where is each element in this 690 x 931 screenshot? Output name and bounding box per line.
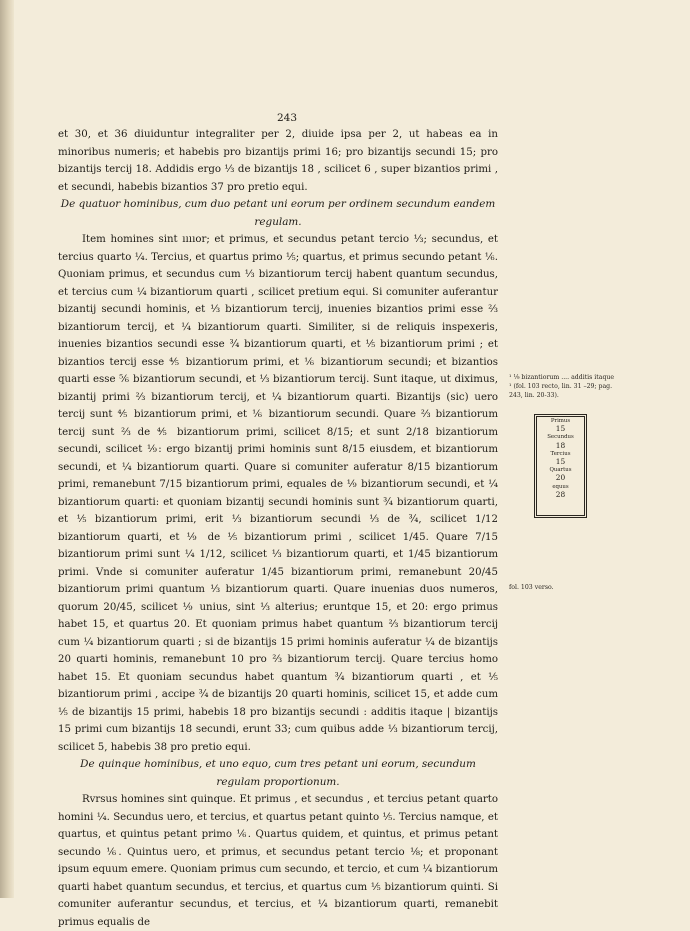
result-table (534, 414, 587, 518)
paragraph-five-men: Rvrsus homines sint quinque. Et primus , et secundus , et tercius petant quarto homini ¼. Secundus uero, et tercius, et quartus petant quinto ⅕. Tercius namque, et quartus, et quintus petant primo ⅙. Quartus quidem, et quintus, et primus petant secundo ⅙. Quintus uero, et primus, et secundus petant tercio ⅛; et proponant ipsum equum emere. Quoniam primus cum secundo, et tercio, et cum ¼ bizantiorum quarti habet quantum secundus, et tercius, et quartus cum ⅕ bizantiorum quinti. Si comuniter auferantur secundus, et tercius, et ¼ bizantiorum quarti, remanebit primus equalis de (58, 794, 498, 928)
table-row: Primus 15 (550, 418, 571, 434)
paragraph-four-men: Item homines sint ııııor; et primus, et secundus petant tercio ⅓; secundus, et tercius quarto ¼. Tercius, et quartus primo ⅕; quartus, et primus secundo petant ⅙. Quoniam primus, et secundus cum ⅓ bizantiorum tercij habent quantum secundus, et tercius cum ¼ bizantiorum quarti , scilicet pretium equi. Si comuniter auferantur bizantij secundi hominis, et ⅓ bizantiorum tercij, inuenies bizantios primi esse ⅔ bizantiorum tercij, et ¼ bizantiorum quarti. Similiter, si de reliquis inspexeris, inuenies bizantios secundi esse ¾ bizantiorum quarti, et ⅕ bizantiorum primi ; et bizantios tercij esse ⅘ bizantiorum primi, et ⅙ bizantiorum secundi; et bizantios quarti esse ⅚ bizantiorum secundi, et ⅓ bizantiorum tercij. Sunt itaque, ut diximus, bizantij primi ⅔ bizantiorum tercij, et ¼ bizantiorum quarti. Bizantijs (sic) uero tercij sunt ⅘ bizantiorum primi, et ⅙ bizantiorum secundi. Quare ⅔ bizantiorum tercij sunt ⅔ de ⅘ bizantiorum primi, scilicet 8/15; et sunt 2/18 bizantiorum secundi, scilicet ⅑: ergo bizantij primi hominis sunt 8/15 eiusdem, et bizantiorum secundi, et ¼ bizantiorum quarti. Quare si comuniter auferatur 8/15 bizantiorum primi, remanebunt 7/15 bizantiorum primi, equales de ⅑ bizantiorum secundi, et ¼ bizantiorum quarti: et quoniam bizantij secundi hominis sunt ¾ bizantiorum quarti, et ⅕ bizantiorum primi, erit ⅓ bizantiorum secundi ⅓ de ¾, scilicet 1/12 bizantiorum quarti, et ⅑ de ⅕ bizantiorum primi , scilicet 1/45. Quare 7/15 bizantiorum primi sunt ¼ 1/12, scilicet ⅓ bizantiorum quarti, et 1/45 bizantiorum primi. Vnde si comuniter auferatur 1/45 bizantiorum primi, remanebunt 20/45 bizantiorum primi quantum ⅓ bizantiorum quarti. Quare inuenias duos numeros, quorum 20/45, scilicet ⅑ unius, sint ⅓ alterius; eruntque 15, et 20: ergo primus habet 15, et quartus 20. Et quoniam primus habet quantum ⅔ bizantiorum tercij cum ¼ bizantiorum quarti ; si de bizantijs 15 primi hominis auferatur ¼ de bizantijs 20 quarti hominis, remanebunt 10 pro ⅔ bizantiorum tercij. Quare tercius homo habet 15. Et quoniam secundus habet quantum ¾ bizantiorum quarti , et ⅕ bizantiorum primi , accipe ¾ de bizantijs 20 quarti hominis, scilicet 15, et adde cum ⅕ de bizantijs 15 primi, habebis 18 pro bizantijs secundi : additis itaque | bizantijs 15 primi cum bizantijs 18 secundi, erunt 33; cum quibus adde ⅓ bizantiorum tercij, scilicet 5, habebis 38 pro pretio equi. (58, 234, 498, 753)
section-heading-five-men: De quinque hominibus, et uno equo, cum tres petant uni eorum, secundum regulam proportionum. (80, 758, 476, 788)
table-row: equus 28 (552, 483, 569, 499)
folio-reference: fol. 103 verso. (509, 584, 554, 591)
table-row: Tercius 15 (550, 450, 571, 467)
margin-note: ¹ ⅑ bizantiorum .... additis itaque ¹ (fol. 103 recto, lin. 31 –29; pag. 243, lin. 20-33). (509, 374, 615, 399)
page-number: 243 (276, 112, 298, 124)
paragraph-1: et 30, et 36 diuiduntur integraliter per 2, diuide ipsa per 2, ut habeas ea in minoribus numeris; et habebis pro bizantijs primi 16; pro bizantijs secundi 15; pro bizantijs tercij 18. Addidis ergo ⅓ de bizantijs 18 , scilicet 6 , super bizantios primi , et secundi, habebis bizantios 37 pro pretio equi. (58, 129, 498, 193)
book-gutter (0, 0, 14, 898)
table-row: Secundus 18 (547, 434, 574, 450)
main-text (58, 126, 498, 931)
table-row: Quartus 20 (549, 467, 572, 483)
section-heading-four-men: De quatuor hominibus, cum duo petant uni eorum per ordinem secundum eandem regulam. (60, 198, 496, 228)
